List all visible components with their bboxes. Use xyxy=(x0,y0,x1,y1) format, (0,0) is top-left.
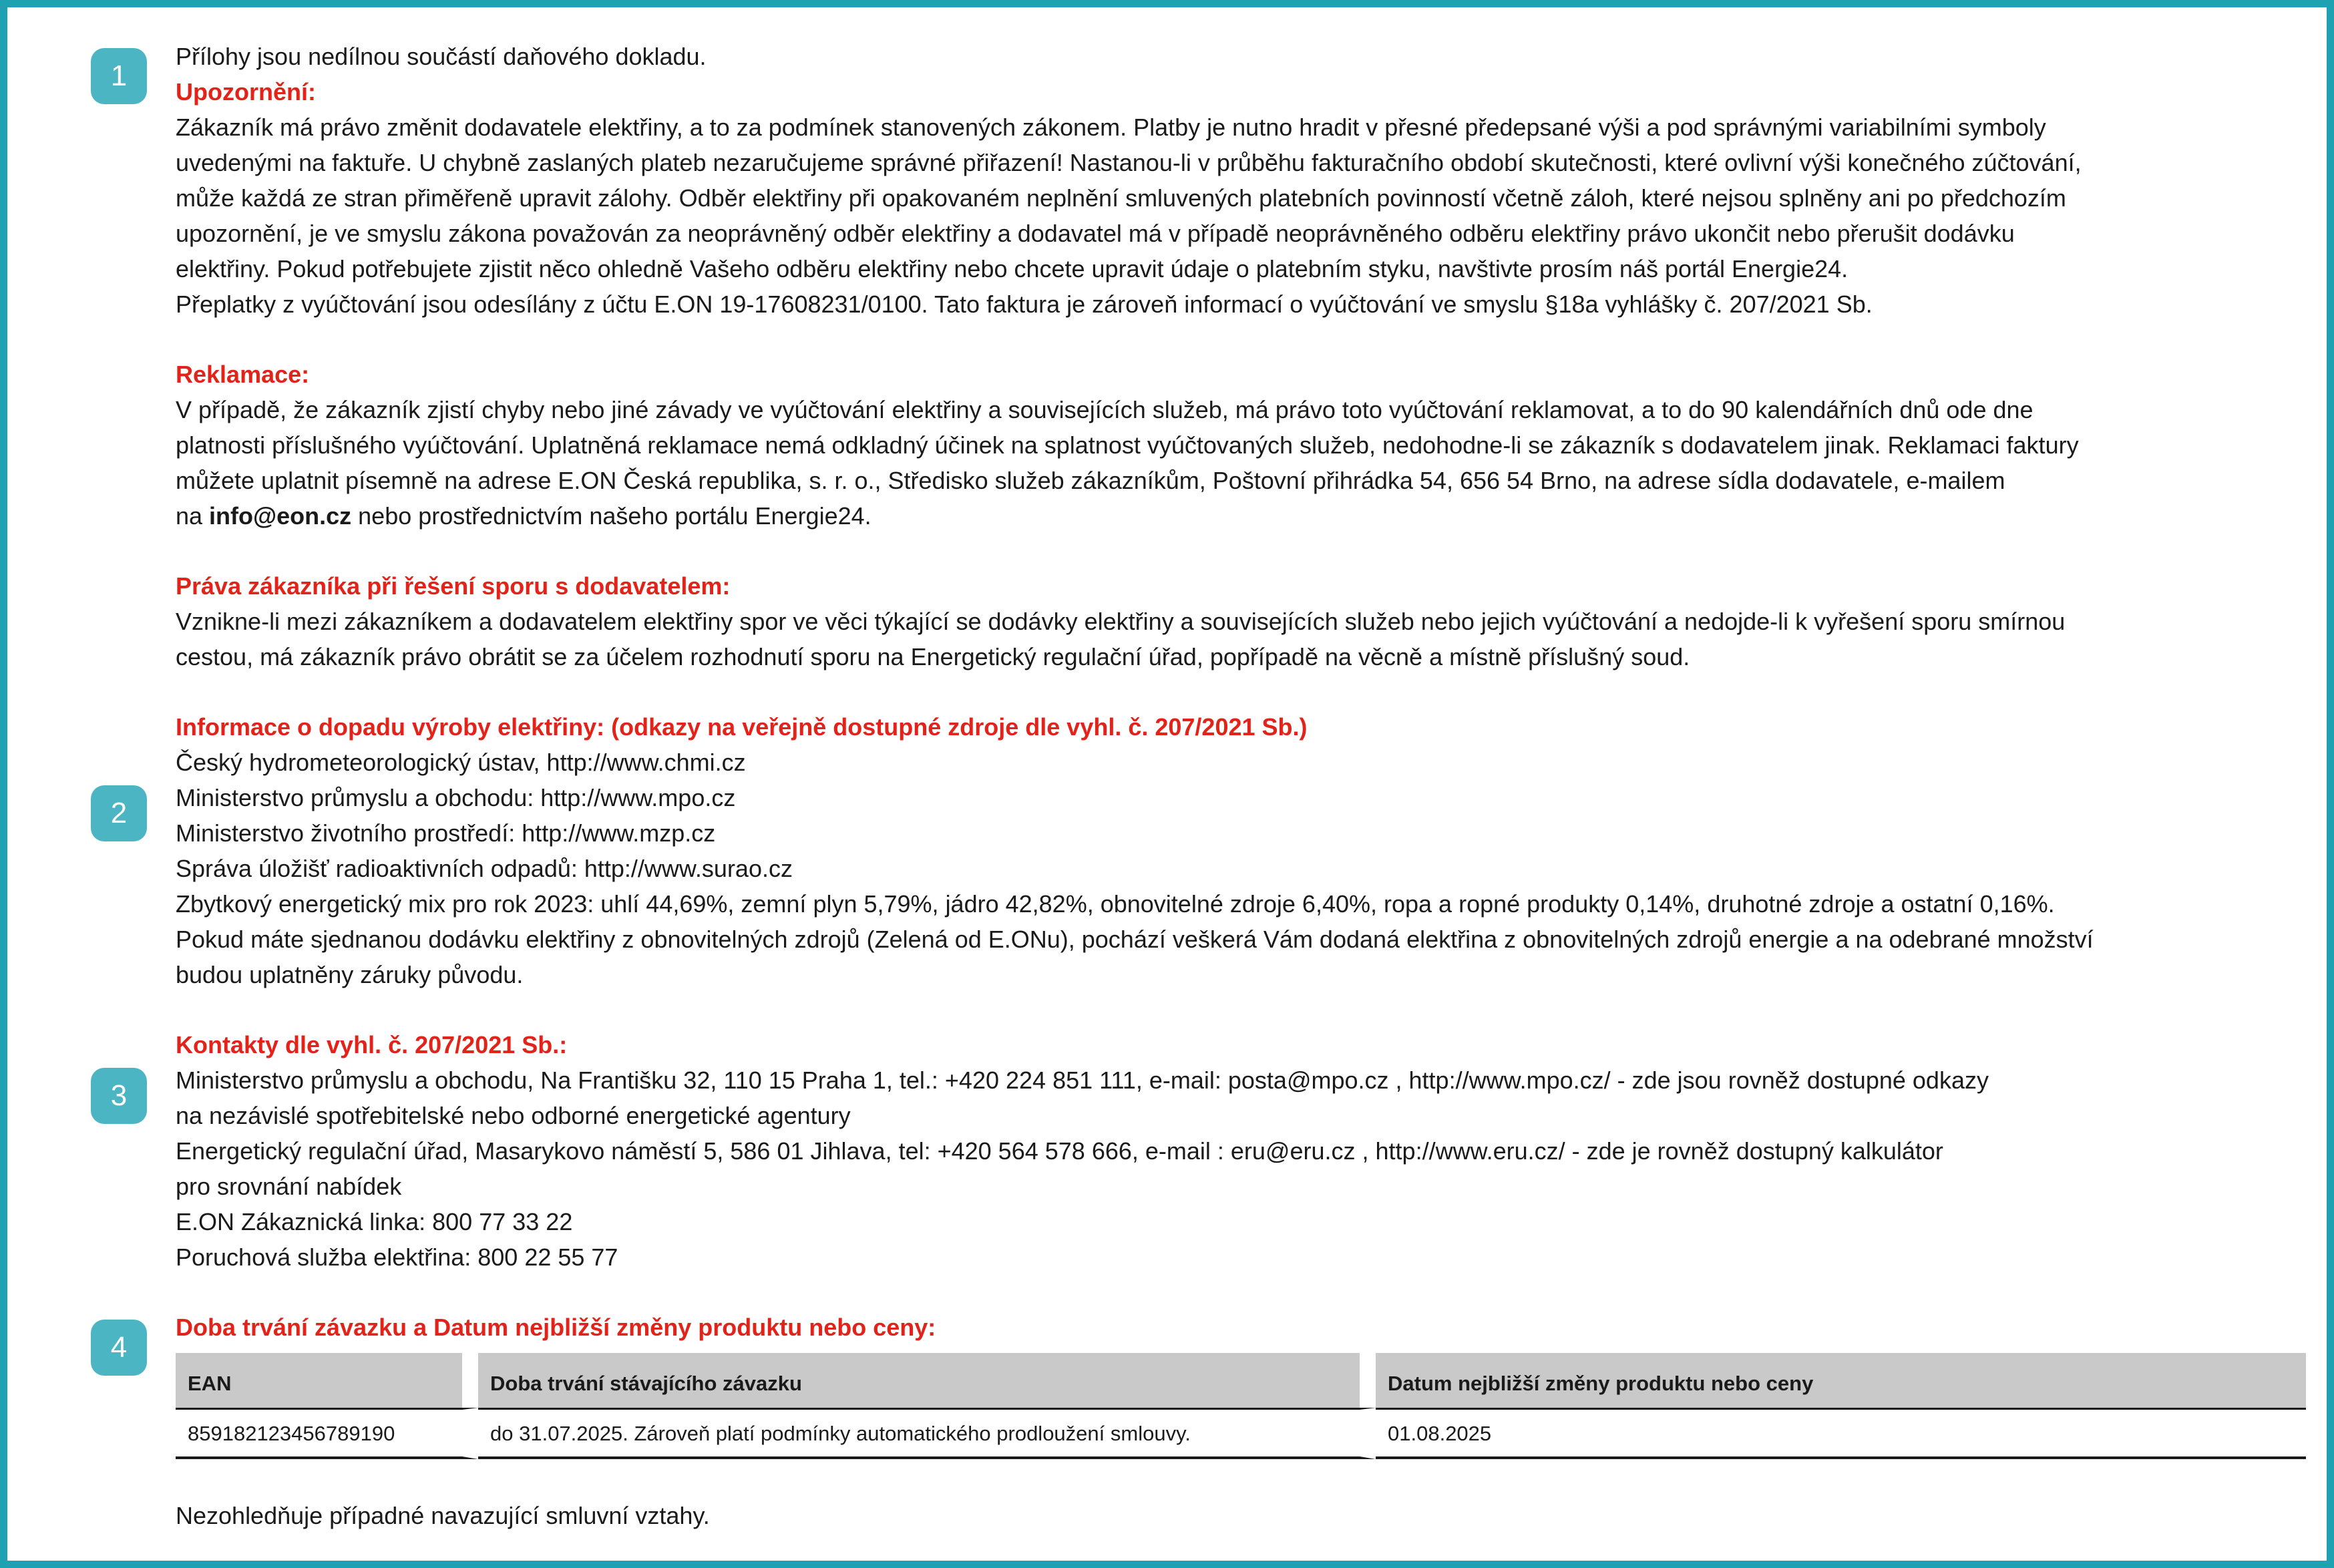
complaints-prefix: na xyxy=(176,502,210,530)
contacts-line: Poruchová služba elektřina: 800 22 55 77 xyxy=(176,1243,618,1271)
impact-section xyxy=(176,709,2306,992)
rights-section xyxy=(176,568,2306,674)
cell-ean: 859182123456789190 xyxy=(176,1408,478,1459)
cell-next-change-date: 01.08.2025 xyxy=(1376,1408,2306,1459)
contacts-heading: Kontakty dle vyhl. č. 207/2021 Sb.: xyxy=(176,1031,568,1058)
complaints-section xyxy=(176,357,2306,534)
impact-line: budou uplatněny záruky původu. xyxy=(176,961,524,988)
commitment-heading: Doba trvání závazku a Datum nejbližší změny produktu nebo ceny: xyxy=(176,1314,936,1341)
table-row xyxy=(176,1408,2306,1459)
impact-line: Ministerstvo životního prostředí: http://www.mzp.cz xyxy=(176,819,716,847)
intro-text: Přílohy jsou nedílnou součástí daňového dokladu. xyxy=(176,43,707,70)
commitment-section xyxy=(176,1310,2306,1533)
warning-line: elektřiny. Pokud potřebujete zjistit něco ohledně Vašeho odběru elektřiny nebo chcete upravit údaje o platebním styku, navštivte prosím náš portál Energie24. xyxy=(176,255,1849,282)
impact-line: Ministerstvo průmyslu a obchodu: http://www.mpo.cz xyxy=(176,784,736,811)
complaints-suffix: nebo prostřednictvím našeho portálu Energie24. xyxy=(351,502,871,530)
cell-commitment-duration: do 31.07.2025. Zároveň platí podmínky automatického prodloužení smlouvy. xyxy=(478,1408,1376,1459)
warning-line: může každá ze stran přiměřeně upravit zálohy. Odběr elektřiny při opakovaném neplnění smluvených platebních povinností včetně záloh, které nejsou splněny ani po předchozím xyxy=(176,184,2066,212)
warning-line: uvedenými na faktuře. U chybně zaslaných plateb nezaručujeme správné přiřazení! Nastanou-li v průběhu fakturačního období skutečnosti, které ovlivní výši konečného zúčtování, xyxy=(176,149,2082,176)
complaints-line: platnosti příslušného vyúčtování. Uplatněná reklamace nemá odkladný účinek na splatnost vyúčtovaných služeb, nedohodne-li se zákazník s dodavatelem jinak. Reklamaci faktury xyxy=(176,431,2079,459)
section-badge-1: 1 xyxy=(91,48,147,104)
warning-line: upozornění, je ve smyslu zákona považován za neoprávněný odběr elektřiny a dodavatel má v případě neoprávněného odběru elektřiny právo ukončit nebo přerušit dodávku xyxy=(176,220,2015,247)
document-content xyxy=(176,39,2306,1533)
impact-line: Zbytkový energetický mix pro rok 2023: uhlí 44,69%, zemní plyn 5,79%, jádro 42,82%, obnovitelné zdroje 6,40%, ropa a ropné produkty 0,14%, druhotné zdroje a ostatní 0,16%. xyxy=(176,890,2055,918)
rights-heading: Práva zákazníka při řešení sporu s dodavatelem: xyxy=(176,572,731,600)
warning-heading: Upozornění: xyxy=(176,78,316,106)
commitment-table xyxy=(176,1353,2306,1459)
footer-note: Nezohledňuje případné navazující smluvní vztahy. xyxy=(176,1502,710,1529)
section-badge-4: 4 xyxy=(91,1320,147,1376)
table-header-row xyxy=(176,1353,2306,1408)
impact-line: Správa úložišť radioaktivních odpadů: http://www.surao.cz xyxy=(176,855,793,882)
impact-heading: Informace o dopadu výroby elektřiny: (odkazy na veřejně dostupné zdroje dle vyhl. č. 207/2021 Sb.) xyxy=(176,713,1308,741)
complaints-line: V případě, že zákazník zjistí chyby nebo jiné závady ve vyúčtování elektřiny a souvisejících služeb, má právo toto vyúčtování reklamovat, a to do 90 kalendářních dnů ode dne xyxy=(176,396,2033,423)
header-commitment-duration: Doba trvání stávajícího závazku xyxy=(478,1353,1376,1408)
contacts-line: Energetický regulační úřad, Masarykovo náměstí 5, 586 01 Jihlava, tel: +420 564 578 666, e-mail : eru@eru.cz , http://www.eru.cz/ - zde je rovněž dostupný kalkulátor xyxy=(176,1137,1943,1165)
impact-line: Pokud máte sjednanou dodávku elektřiny z obnovitelných zdrojů (Zelená od E.ONu), pochází veškerá Vám dodaná elektřina z obnovitelných zdrojů energie a na odebrané množství xyxy=(176,926,2094,953)
contacts-line: E.ON Zákaznická linka: 800 77 33 22 xyxy=(176,1208,573,1235)
warning-section xyxy=(176,39,2306,322)
complaints-line xyxy=(176,498,2306,534)
complaints-heading: Reklamace: xyxy=(176,361,310,388)
contacts-line: na nezávislé spotřebitelské nebo odborné energetické agentury xyxy=(176,1102,851,1129)
rights-line: Vznikne-li mezi zákazníkem a dodavatelem elektřiny spor ve věci týkající se dodávky elektřiny a souvisejících služeb nebo jejich vyúčtování a nedojde-li k vyřešení sporu smírnou xyxy=(176,608,2066,635)
section-badge-3: 3 xyxy=(91,1068,147,1124)
header-next-change-date: Datum nejbližší změny produktu nebo ceny xyxy=(1376,1353,2306,1408)
impact-line: Český hydrometeorologický ústav, http://www.chmi.cz xyxy=(176,749,746,776)
warning-line: Přeplatky z vyúčtování jsou odesílány z účtu E.ON 19-17608231/0100. Tato faktura je zároveň informací o vyúčtování ve smyslu §18a vyhlášky č. 207/2021 Sb. xyxy=(176,290,1873,318)
contacts-line: pro srovnání nabídek xyxy=(176,1173,402,1200)
section-badge-2: 2 xyxy=(91,785,147,841)
header-ean: EAN xyxy=(176,1353,478,1408)
rights-line: cestou, má zákazník právo obrátit se za účelem rozhodnutí sporu na Energetický regulační úřad, popřípadě na věcně a místně příslušný soud. xyxy=(176,643,1690,670)
complaints-line: můžete uplatnit písemně na adrese E.ON Česká republika, s. r. o., Středisko služeb zákazníkům, Poštovní přihrádka 54, 656 54 Brno, na adrese sídla dodavatele, e-mailem xyxy=(176,467,2005,494)
contacts-line: Ministerstvo průmyslu a obchodu, Na Františku 32, 110 15 Praha 1, tel.: +420 224 851 111, e-mail: posta@mpo.cz , http://www.mpo.cz/ - zde jsou rovněž dostupné odkazy xyxy=(176,1066,1989,1094)
warning-line: Zákazník má právo změnit dodavatele elektřiny, a to za podmínek stanovených zákonem. Platby je nutno hradit v přesné předepsané výši a pod správnými variabilními symboly xyxy=(176,114,2046,141)
support-email-link[interactable]: info@eon.cz xyxy=(209,502,352,530)
contacts-section xyxy=(176,1027,2306,1275)
